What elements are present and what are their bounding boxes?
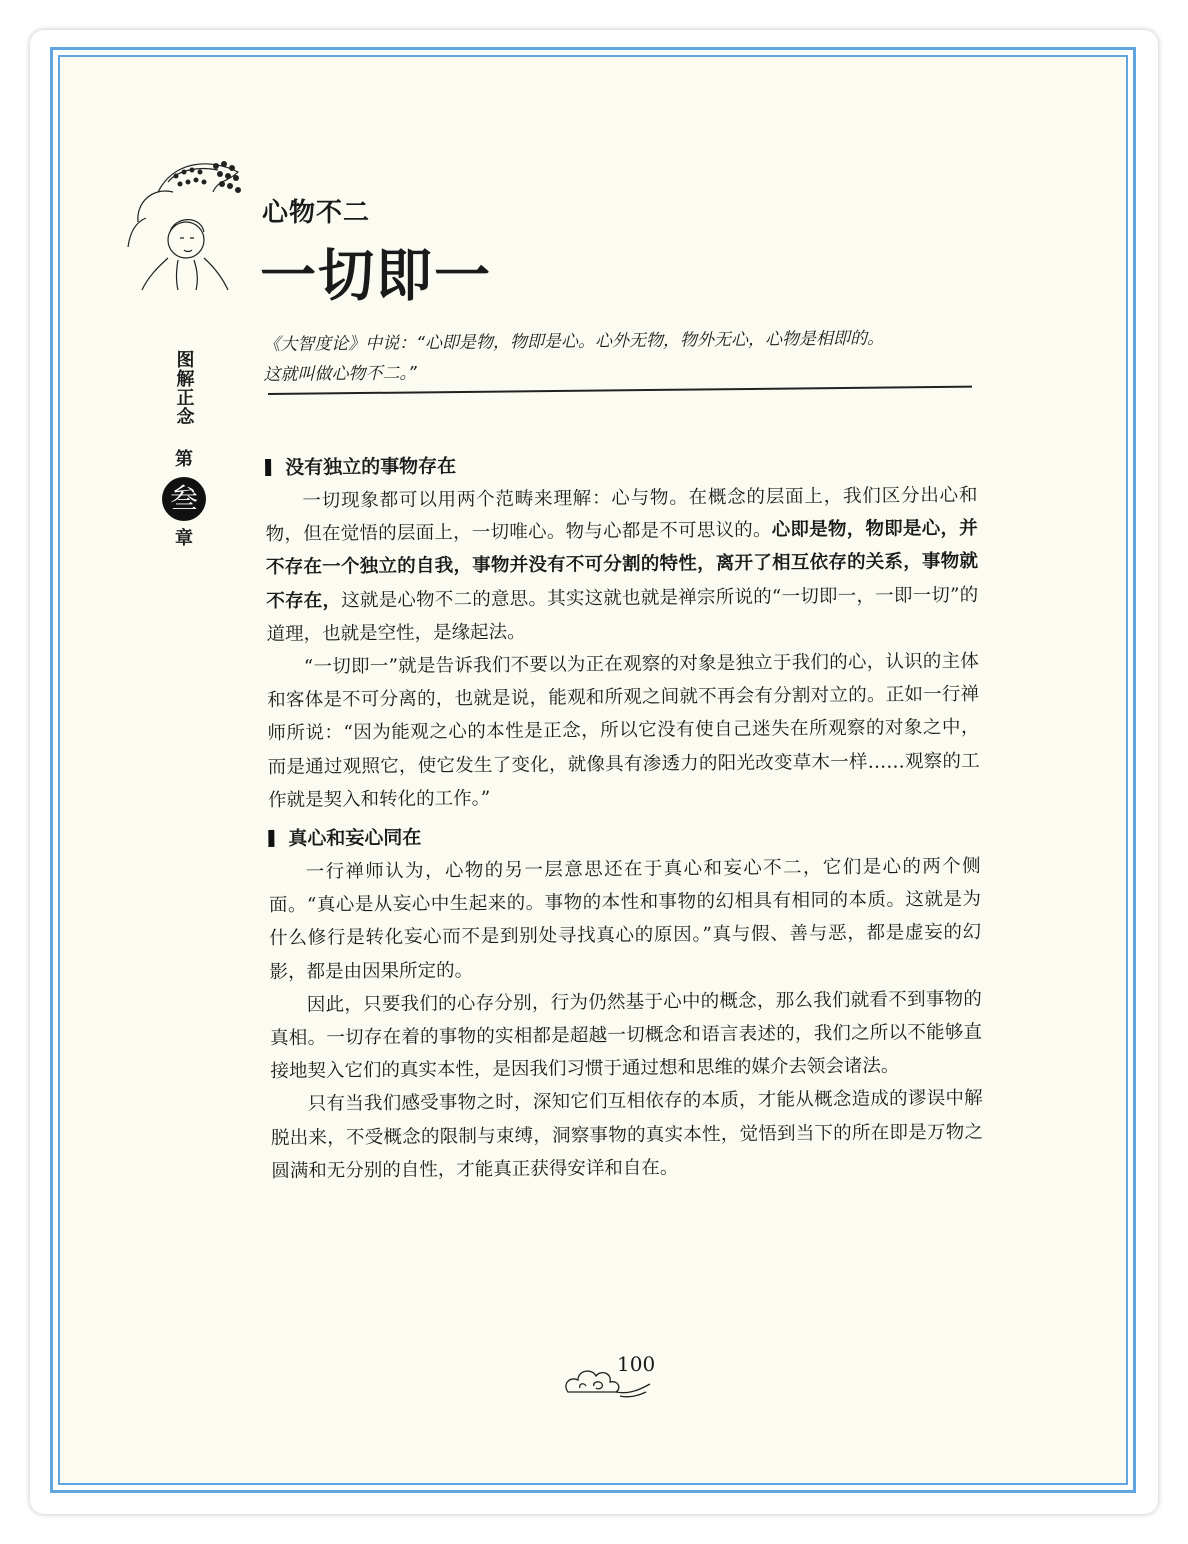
paragraph: 一行禅师认为，心物的另一层意思还在于真心和妄心不二，它们是心的两个侧面。“真心是从妄心中生起来的。事物的本性和事物的幻相具有相同的本质。这就是为什么修行是转化妄心而不是到别处寻找真心的原因。”真与假、善与恶，都是虚妄的幻影，都是由因果所定的。 — [268, 855, 982, 983]
book-title-vertical: 图解正念 — [173, 350, 195, 426]
body-text — [265, 446, 983, 1188]
paragraph-text: 一切现象都可以用两个范畴来理解：心与物。在概念的层面上，我们区分出心和物，但在觉悟的层面上，一切唯心。物与心都是不可思议的。 — [265, 484, 978, 546]
buddha-illustration — [118, 152, 248, 292]
quote-line-2: 这就叫做心物不二。” — [263, 363, 417, 385]
chapter-prefix: 第 — [175, 449, 193, 470]
heading-marker — [268, 830, 274, 847]
section-subtitle: 心物不二 — [262, 198, 371, 228]
heading-marker — [265, 459, 271, 476]
quote-line-1: 《大智度论》中说：“心即是物，物即是心。心外无物，物外无心，心物是相即的。 — [263, 328, 885, 355]
chapter-number-badge: 叁 — [162, 477, 206, 521]
page-number: 100 — [617, 1352, 656, 1376]
section-heading-2-text: 真心和妄心同在 — [288, 826, 422, 850]
paragraph — [265, 479, 978, 651]
paragraph-emphasis: 心即是物，物即是心，并不存在一个独立的自我，事物并没有不可分割的特性，离开了相互依存的关系，事物就不存在， — [265, 517, 979, 612]
chapter-side-label — [162, 350, 206, 550]
paragraph-text: 这就是心物不二的意思。其实这就也就是禅宗所说的“一切即一，一即一切”的道理，也就是空性，是缘起法。 — [266, 584, 979, 645]
chapter-suffix: 章 — [175, 528, 193, 549]
paragraph: 只有当我们感受事物之时，深知它们互相依存的本质，才能从概念造成的谬误中解脱出来，不受概念的限制与束缚，洞察事物的真实本性，觉悟到当下的所在即是万物之圆满和无分别的自性，才能真正获得安详和自在。 — [270, 1088, 984, 1182]
section-heading-1-text: 没有独立的事物存在 — [285, 455, 457, 479]
page-title: 一切即一 — [260, 243, 492, 309]
epigraph-quote — [263, 323, 976, 390]
paragraph: “一切即一”就是告诉我们不要以为正在观察的对象是独立于我们的心，认识的主体和客体是不可分离的，也就是说，能观和所观之间就不再会有分割对立的。正如一行禅师所说：“因为能观之心的本性是正念，所以它没有使自己迷失在所观察的对象之中，而是通过观照它，使它发生了变化，就像具有渗透力的阳光改变草木一样……观察的工作就是契入和转化的工作。” — [267, 650, 980, 811]
cloud-ornament-icon — [562, 1362, 654, 1404]
paragraph: 因此，只要我们的心存分别，行为仍然基于心中的概念，那么我们就看不到事物的真相。一切存在着的事物的实相都是超越一切概念和语言表述的，我们之所以不能够直接地契入它们的真实本性，是因我们习惯于通过想和思维的媒介去领会诸法。 — [270, 988, 983, 1083]
